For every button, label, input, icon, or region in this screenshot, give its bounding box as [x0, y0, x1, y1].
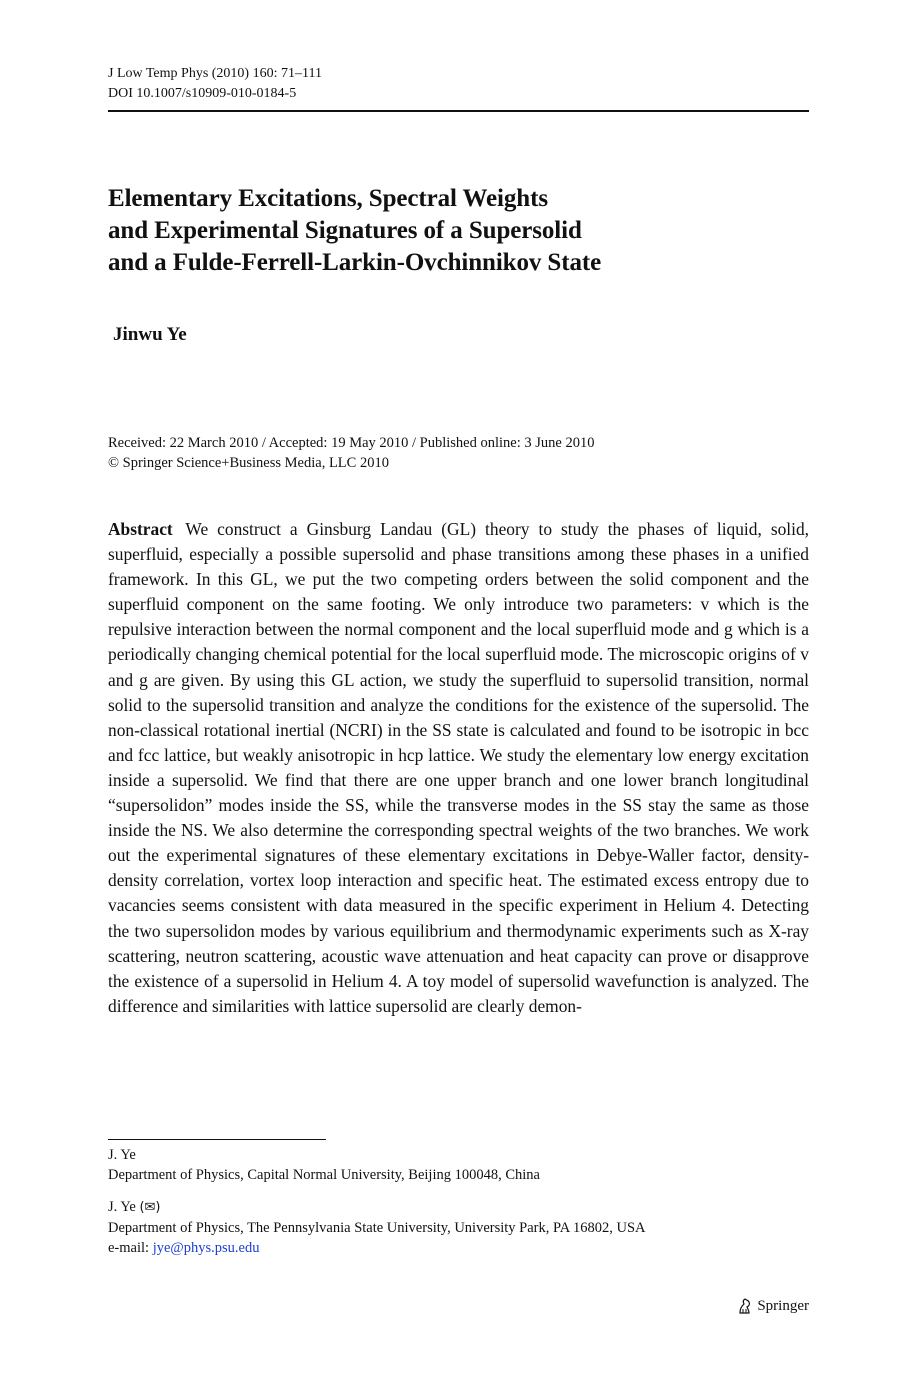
abstract-text: We construct a Ginsburg Landau (GL) theory to study the phases of liquid, solid, superfluid, especially a possible supersolid and phase transitions among these phases in a unified framework. In this GL, we put the two competing orders between the solid component and the superfluid component on the same footing. We only introduce two parameters: v which is the repulsive interaction between the normal component and the local superfluid mode and g which is a periodically changing chemical potential for the local superfluid mode. The microscopic origins of v and g are given. By using this GL action, we study the superfluid to supersolid transition, normal solid to the supersolid transition and analyze the conditions for the existence of the supersolid. The non-classical rotational inertial (NCRI) in the SS state is calculated and found to be isotropic in bcc and fcc lattice, but weakly anisotropic in hcp lattice. We study the elementary low energy excitation inside a supersolid. We find that there are one upper branch and one lower branch longitudinal “supersolidon” modes inside the SS, while the transverse modes in the SS stay the same as those inside the NS. We also determine the corresponding spectral weights of the two branches. We work out the experimental signatures of these elementary excitations in Debye-Waller factor, density-density correlation, vortex loop interaction and specific heat. The estimated excess entropy due to vacancies seems consistent with data measured in the specific experiment in Helium 4. Detecting the two supersolidon modes by various equilibrium and thermodynamic experiments such as X-ray scattering, neutron scattering, acoustic wave attenuation and heat capacity can prove or disapprove the existence of a supersolid in Helium 4. A toy model of supersolid wavefunction is analyzed. The difference and similarities with lattice supersolid are clearly demon-: [108, 519, 809, 1016]
affiliation-name: J. Ye: [108, 1199, 136, 1215]
affiliation-address: Department of Physics, The Pennsylvania State University, University Park, PA 16802, USA: [108, 1220, 646, 1236]
email-row: [108, 1238, 809, 1258]
affiliation-block: [108, 1145, 809, 1185]
envelope-icon: (✉): [139, 1200, 161, 1215]
citation: J Low Temp Phys (2010) 160: 71–111: [108, 66, 322, 81]
affiliations: [108, 1145, 809, 1270]
date-history: Received: 22 March 2010 / Accepted: 19 May 2010 / Published online: 3 June 2010: [108, 435, 595, 451]
title-line: and Experimental Signatures of a Supersolid: [108, 217, 582, 244]
footnote-divider: [108, 1139, 326, 1140]
title-line: Elementary Excitations, Spectral Weights: [108, 185, 548, 212]
abstract-heading: Abstract: [108, 519, 173, 539]
publisher-name: Springer: [757, 1297, 809, 1314]
email-link[interactable]: jye@phys.psu.edu: [152, 1240, 260, 1256]
affiliation-name-row: [108, 1197, 809, 1218]
doi: DOI 10.1007/s10909-010-0184-5: [108, 86, 297, 101]
copyright: © Springer Science+Business Media, LLC 2010: [108, 455, 389, 471]
affiliation-name: J. Ye: [108, 1147, 136, 1163]
abstract: [108, 517, 809, 1019]
header-divider: [108, 110, 809, 112]
affiliation-block: [108, 1197, 809, 1258]
paper-title: [108, 183, 809, 279]
title-line: and a Fulde-Ferrell-Larkin-Ovchinnikov State: [108, 249, 602, 276]
publication-dates: [108, 433, 809, 473]
author-name: Jinwu Ye: [113, 324, 187, 345]
springer-horse-icon: [737, 1297, 753, 1315]
journal-header: [108, 64, 809, 104]
affiliation-address: Department of Physics, Capital Normal University, Beijing 100048, China: [108, 1167, 540, 1183]
publisher-logo: [737, 1297, 809, 1315]
email-label: e-mail:: [108, 1240, 150, 1256]
